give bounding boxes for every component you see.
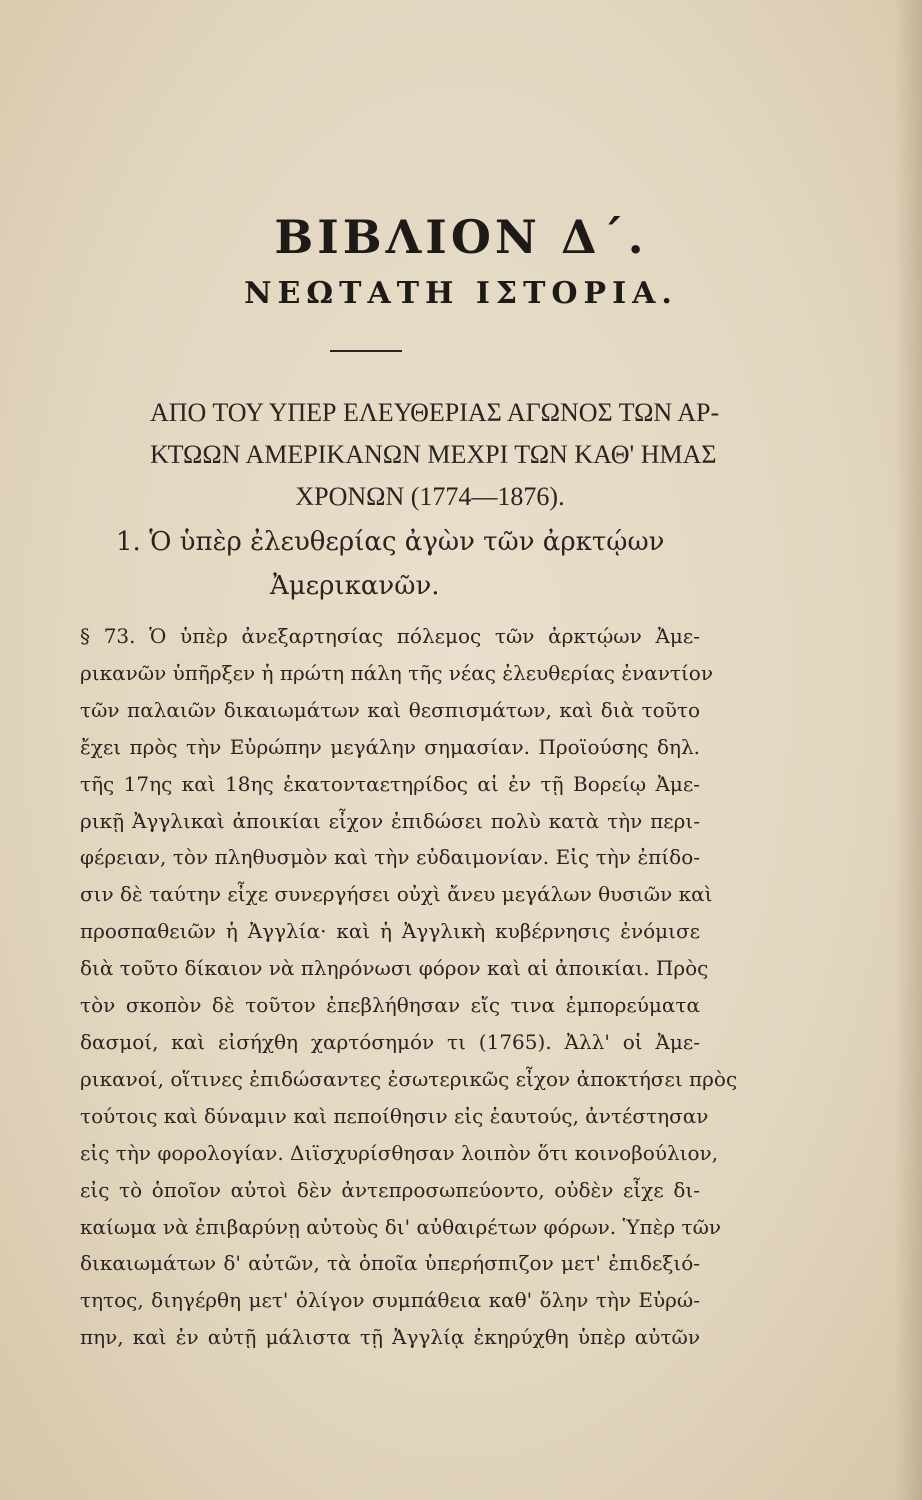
subsection-heading-line: Ἀμερικανῶν. xyxy=(270,571,440,601)
body-line: τῆς 17ης καὶ 18ης ἑκατονταετηρίδος αἱ ἐν τῇ Βορείῳ Ἀμε- xyxy=(80,771,700,796)
body-line: δικαιωμάτων δ' αὐτῶν, τὰ ὁποῖα ὑπερήσπιζον μετ' ἐπιδεξιό- xyxy=(80,1251,700,1276)
body-line: καίωμα νὰ ἐπιβαρύνῃ αὐτοὺς δι' αὐθαιρέτων φόρων. Ὑπὲρ τῶν xyxy=(80,1214,722,1239)
body-line: φέρειαν, τὸν πληθυσμὸν καὶ τὴν εὐδαιμονίαν. Εἰς τὴν ἐπίδο- xyxy=(80,845,700,870)
body-line: προσπαθειῶν ἡ Ἀγγλία· καὶ ἡ Ἀγγλικὴ κυβέρνησις ἐνόμισε xyxy=(80,919,700,944)
section-title: ΝΕΩΤΑΤΗ ΙΣΤΟΡΙΑ. xyxy=(244,276,678,311)
book-title: ΒΙΒΛΙΟΝ Δ΄. xyxy=(274,210,648,264)
body-line: δασμοί, καὶ εἰσήχθη χαρτόσημόν τι (1765). Ἀλλ' οἱ Ἀμε- xyxy=(80,1029,700,1054)
body-line: ρικανῶν ὑπῆρξεν ἡ πρώτη πάλη τῆς νέας ἐλευθερίας ἐναντίον xyxy=(80,660,713,685)
body-paragraph xyxy=(80,618,738,1356)
body-line: πην, καὶ ἐν αὐτῇ μάλιστα τῇ Ἀγγλίᾳ ἐκηρύχθη ὑπὲρ αὐτῶν xyxy=(80,1325,700,1350)
chapter-heading xyxy=(150,392,720,518)
body-line: τῶν παλαιῶν δικαιωμάτων καὶ θεσπισμάτων, καὶ διὰ τοῦτο xyxy=(80,697,700,722)
body-line: τὸν σκοπὸν δὲ τοῦτον ἐπεβλήθησαν εἴς τινα ἐμπορεύματα xyxy=(80,993,700,1018)
body-line: § 73. Ὁ ὑπὲρ ἀνεξαρτησίας πόλεμος τῶν ἀρκτῴων Ἀμε- xyxy=(80,624,700,648)
subsection-heading-line: 1. Ὁ ὑπὲρ ἐλευθερίας ἀγὼν τῶν ἀρκτῴων xyxy=(116,527,665,557)
chapter-heading-line: ΚΤΩΩΝ ΑΜΕΡΙΚΑΝΩΝ ΜΕΧΡΙ ΤΩΝ ΚΑΘ' ΗΜΑΣ xyxy=(150,440,717,469)
divider-rule xyxy=(330,350,402,352)
chapter-heading-line: ΧΡΟΝΩΝ (1774—1876). xyxy=(295,482,565,511)
body-line: ἔχει πρὸς τὴν Εὐρώπην μεγάλην σημασίαν. Προϊούσης δηλ. xyxy=(80,734,700,759)
body-line: ρικανοί, οἵτινες ἐπιδώσαντες ἐσωτερικῶς εἶχον ἀποκτήσει πρὸς xyxy=(80,1066,738,1091)
body-line: τητος, διηγέρθη μετ' ὀλίγον συμπάθεια καθ' ὅλην τὴν Εὐρώ- xyxy=(80,1288,700,1313)
body-line: τούτοις καὶ δύναμιν καὶ πεποίθησιν εἰς ἑαυτούς, ἀντέστησαν xyxy=(80,1103,709,1128)
subsection-heading xyxy=(100,520,720,608)
body-line: διὰ τοῦτο δίκαιον νὰ πληρόνωσι φόρον καὶ αἱ ἀποικίαι. Πρὸς xyxy=(80,956,709,981)
body-line: εἰς τὴν φορολογίαν. Διϊσχυρίσθησαν λοιπὸν ὅτι κοινοβούλιον, xyxy=(80,1140,719,1165)
body-line: εἰς τὸ ὁποῖον αὐτοὶ δὲν ἀντεπροσωπεύοντο, οὐδὲν εἶχε δι- xyxy=(80,1177,700,1202)
body-line: ρικῇ Ἀγγλικαὶ ἀποικίαι εἶχον ἐπιδώσει πολὺ κατὰ τὴν περι- xyxy=(80,808,700,833)
chapter-heading-line: ΑΠΟ ΤΟΥ ΥΠΕΡ ΕΛΕΥΘΕΡΙΑΣ ΑΓΩΝΟΣ ΤΩΝ ΑΡ- xyxy=(150,398,720,427)
body-line: σιν δὲ ταύτην εἶχε συνεργήσει οὐχὶ ἄνευ μεγάλων θυσιῶν καὶ xyxy=(80,882,713,907)
